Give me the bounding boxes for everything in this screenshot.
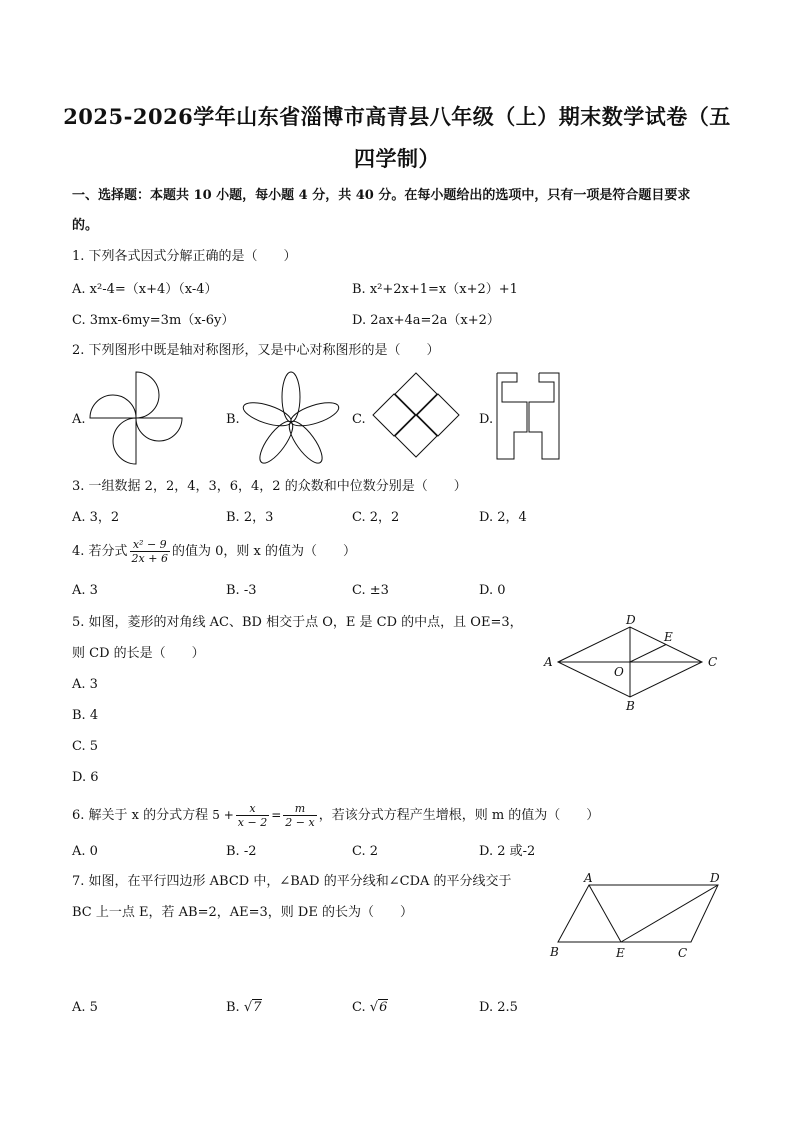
- q6-frac2-den: 2 − x: [285, 816, 315, 829]
- q6-frac1-num: x: [236, 802, 269, 816]
- q5-option-d: D. 6: [72, 770, 99, 785]
- rhombus-label-e: E: [664, 630, 673, 644]
- four-squares-figure: [368, 370, 464, 462]
- q7-option-b: [226, 999, 262, 1017]
- q4-stem: [72, 537, 356, 567]
- q2-label-d: D.: [479, 412, 494, 427]
- q5-stem-line1: 5. 如图，菱形的对角线 AC、BD 相交于点 O，E 是 CD 的中点，且 OE=3，: [72, 615, 523, 630]
- q6-stem-post: ，若该分式方程产生增根，则 m 的值为（ ）: [318, 808, 600, 823]
- q6-option-a: A. 0: [72, 844, 98, 859]
- exam-title-line1: 2025-2026学年山东省淄博市高青县八年级（上）期末数学试卷（五: [63, 104, 731, 129]
- q6-frac1-den: x − 2: [237, 816, 268, 829]
- parallelogram-figure: [540, 870, 730, 966]
- exam-title-line2: 四学制）: [354, 146, 440, 171]
- q7-option-b-radicand: 7: [253, 1000, 262, 1015]
- q6-option-b: B. -2: [226, 844, 257, 859]
- q2-label-a: A.: [72, 412, 86, 427]
- parallelogram-label-a: A: [584, 871, 593, 885]
- q1-option-b: B. x²+2x+1=x（x+2）+1: [352, 282, 518, 297]
- q6-option-c: C. 2: [352, 844, 379, 859]
- q3-option-b: B. 2，3: [226, 510, 274, 525]
- rhombus-figure: [540, 612, 730, 712]
- q2-label-b: B.: [226, 412, 240, 427]
- q5-option-a: A. 3: [72, 677, 98, 692]
- q2-stem: 2. 下列图形中既是轴对称图形，又是中心对称图形的是（ ）: [72, 343, 440, 358]
- q7-option-c: [352, 999, 388, 1017]
- q7-option-c-radicand: 6: [379, 1000, 388, 1015]
- q7-option-c-sqrt: √6: [369, 1000, 388, 1015]
- parallelogram-label-e: E: [616, 946, 625, 960]
- exam-title: [60, 96, 734, 180]
- section-heading-line2: 的。: [72, 218, 99, 233]
- q6-fraction-2: [283, 802, 316, 829]
- q6-stem: [72, 800, 599, 831]
- q4-stem-pre: 4. 若分式: [72, 544, 128, 559]
- q7-option-b-prefix: B.: [226, 1000, 240, 1015]
- q4-frac-den: 2x + 6: [131, 552, 168, 565]
- q2-label-c: C.: [352, 412, 366, 427]
- q7-option-a: A. 5: [72, 1000, 98, 1015]
- q5-option-b: B. 4: [72, 708, 99, 723]
- q7-option-b-sqrt: √7: [243, 1000, 262, 1015]
- q3-option-a: A. 3，2: [72, 510, 120, 525]
- q4-option-a: A. 3: [72, 583, 98, 598]
- q3-option-d: D. 2，4: [479, 510, 527, 525]
- q6-option-d: D. 2 或-2: [479, 844, 536, 859]
- q4-frac-num: x² − 9: [130, 538, 170, 552]
- parallelogram-label-d: D: [710, 871, 720, 885]
- q5-stem-line2: 则 CD 的长是（ ）: [72, 646, 205, 661]
- rhombus-label-d: D: [626, 613, 636, 627]
- q4-option-b: B. -3: [226, 583, 257, 598]
- rhombus-label-b: B: [626, 699, 635, 713]
- rhombus-label-c: C: [708, 655, 718, 669]
- q1-option-a: A. x²-4=（x+4）（x-4）: [72, 282, 218, 297]
- q6-eq-five: 5 +: [212, 808, 234, 822]
- q5-option-c: C. 5: [72, 739, 99, 754]
- parallelogram-label-b: B: [550, 945, 559, 959]
- q1-option-d: D. 2ax+4a=2a（x+2）: [352, 313, 500, 328]
- q4-option-c: C. ±3: [352, 583, 389, 598]
- q1-stem: 1. 下列各式因式分解正确的是（ ）: [72, 249, 297, 264]
- q7-option-d: D. 2.5: [479, 1000, 518, 1015]
- q7-option-c-prefix: C.: [352, 1000, 366, 1015]
- five-petal-flower-figure: [243, 370, 339, 466]
- section-heading-line1: 一、选择题：本题共 10 小题，每小题 4 分，共 40 分。在每小题给出的选项中，只有一项是符合题目要求: [72, 188, 691, 203]
- q3-stem: 3. 一组数据 2，2，4，3，6，4，2 的众数和中位数分别是（ ）: [72, 479, 467, 494]
- q6-stem-pre: 6. 解关于 x 的分式方程: [72, 808, 209, 823]
- pinwheel-figure: [88, 370, 184, 466]
- q6-frac2-num: m: [283, 802, 316, 816]
- q7-stem-line2: BC 上一点 E，若 AB=2，AE=3，则 DE 的长为（ ）: [72, 905, 413, 920]
- q3-option-c: C. 2，2: [352, 510, 400, 525]
- parallelogram-label-c: C: [678, 946, 688, 960]
- h-shape-figure: [494, 370, 564, 464]
- rhombus-label-o: O: [614, 665, 624, 679]
- q4-fraction: [130, 538, 170, 565]
- q6-fraction-1: [236, 802, 269, 829]
- rhombus-label-a: A: [544, 655, 553, 669]
- q1-option-c: C. 3mx-6my=3m（x-6y）: [72, 313, 235, 328]
- q4-stem-post: 的值为 0，则 x 的值为（ ）: [171, 544, 356, 559]
- q7-stem-line1: 7. 如图，在平行四边形 ABCD 中，∠BAD 的平分线和∠CDA 的平分线交于: [72, 874, 512, 889]
- q6-eq-sign: =: [271, 808, 282, 822]
- q4-option-d: D. 0: [479, 583, 506, 598]
